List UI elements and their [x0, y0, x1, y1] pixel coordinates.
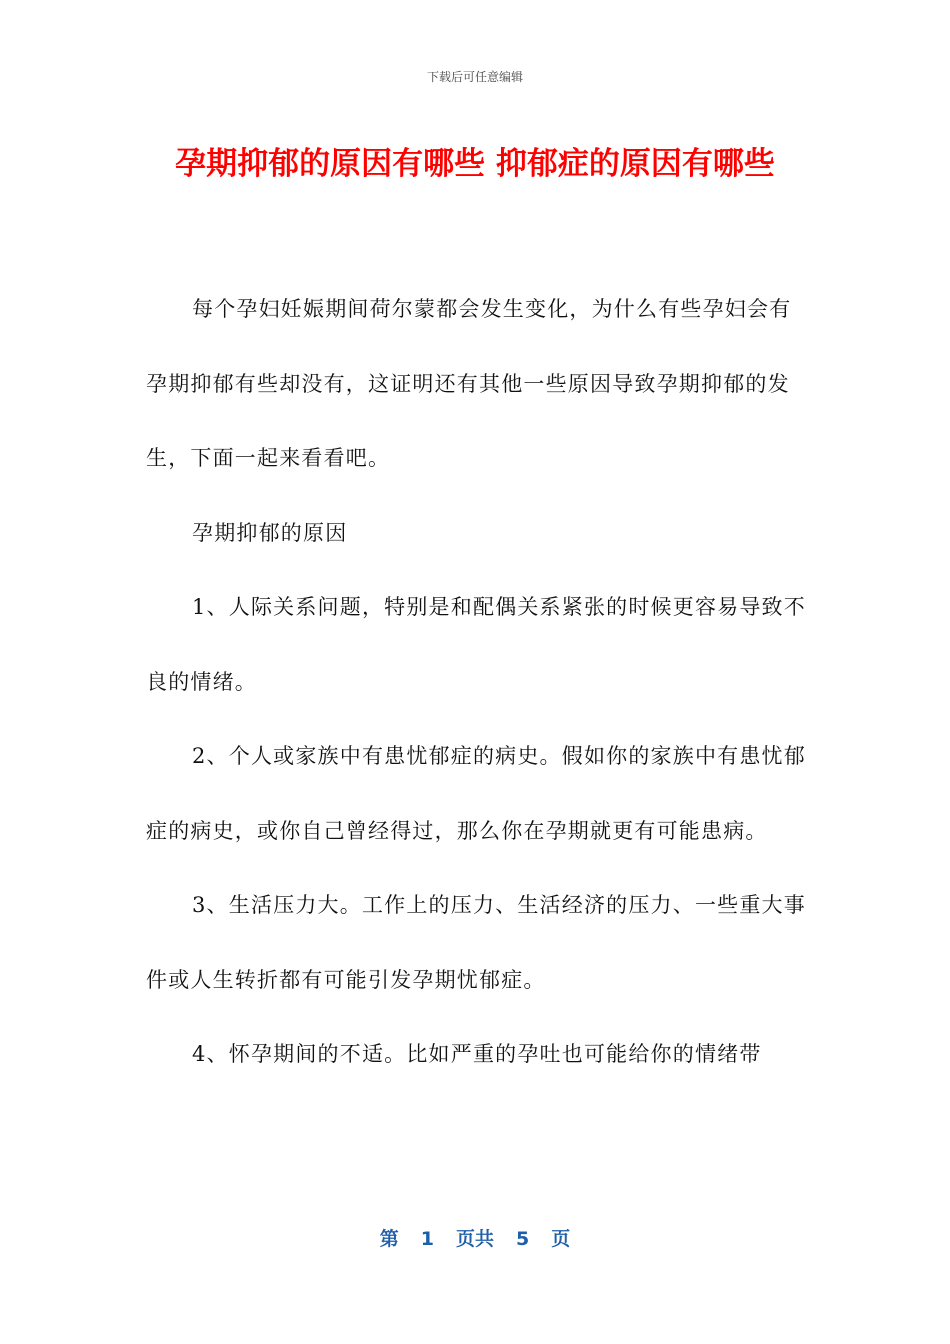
paragraph-section-heading: 孕期抑郁的原因 [192, 520, 348, 545]
paragraph-item-3: 3、生活压力大。工作上的压力、生活经济的压力、一些重大事件或人生转折都有可能引发孕期忧郁症。 [146, 893, 806, 992]
page-current: 1 [420, 1228, 434, 1250]
paragraph-item-1: 1、人际关系问题，特别是和配偶关系紧张的时候更容易导致不良的情绪。 [146, 595, 806, 694]
paragraph-item-4: 4、怀孕期间的不适。比如严重的孕吐也可能给你的情绪带 [192, 1042, 762, 1066]
paragraph-intro: 每个孕妇妊娠期间荷尔蒙都会发生变化，为什么有些孕妇会有孕期抑郁有些却没有，这证明还有其他一些原因导致孕期抑郁的发生，下面一起来看看吧。 [146, 297, 792, 470]
page-footer [0, 1224, 950, 1251]
page-suffix: 页 [551, 1228, 571, 1250]
header-note: 下载后可任意编辑 [426, 70, 523, 84]
paragraph-item-2: 2、个人或家族中有患忧郁症的病史。假如你的家族中有患忧郁症的病史，或你自己曾经得过，那么你在孕期就更有可能患病。 [146, 744, 806, 843]
page-total: 5 [516, 1228, 530, 1250]
page-mid: 页共 [455, 1228, 494, 1250]
document-body [146, 272, 806, 1092]
document-title: 孕期抑郁的原因有哪些 抑郁症的原因有哪些 [175, 146, 775, 182]
page-prefix: 第 [379, 1228, 399, 1250]
